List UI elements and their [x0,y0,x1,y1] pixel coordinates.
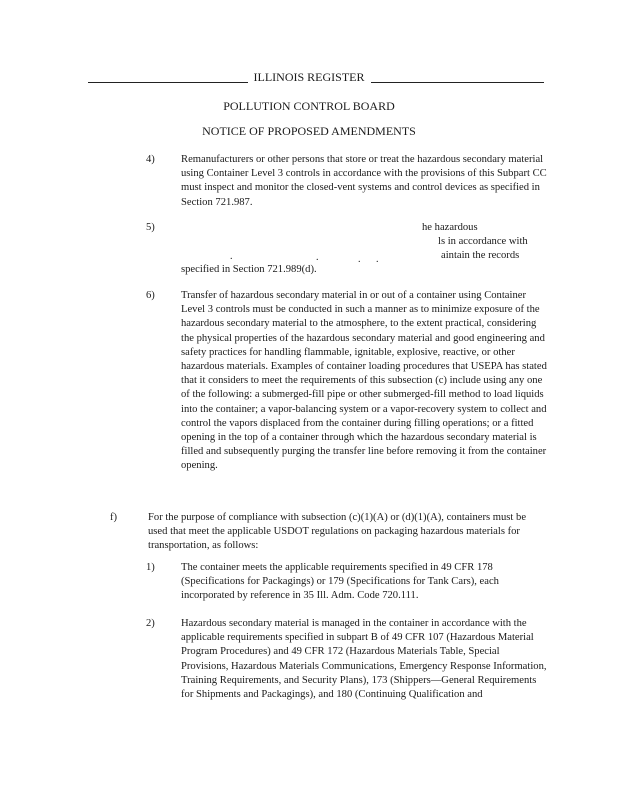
speck-mark: . [316,252,319,263]
item-paragraph: Hazardous secondary material is managed in the container in accordance with the applicable requirements specified in subpart B of 49 CFR 107 (Hazardous Material Program Procedures) and 49 CFR 172 (Hazardous Materials Table, Special Provisions, Hazardous Materials Communications, Emergency Response Information, Training Requirements, and Security Plans), 173 (Shippers—General Requirements for Shipments and Packagings), and 180 (Continuing Qualification and [181,618,547,701]
fragment-text: ls in accordance with [438,236,528,247]
item-number: 5) [146,222,155,233]
board-title: POLLUTION CONTROL BOARD [223,99,395,113]
fragment-text: aintain the records [441,250,520,261]
notice-title: NOTICE OF PROPOSED AMENDMENTS [202,124,416,138]
item-number: 2) [146,618,155,629]
register-title: ILLINOIS REGISTER [0,70,618,85]
fragment-text: specified in Section 721.989(d). [181,264,317,275]
fragment-text: he hazardous [422,222,478,233]
item-paragraph: Transfer of hazardous secondary material in or out of a container using Container Level 3 controls must be conducted in such a manner as to minimize exposure of the hazardous secondary material to the atmosphere, to the extent practical, considering the physical properties of the hazardous secondary material and good engineering and safety practices for handling flammable, ignitable, explosive, reactive, or other hazardous materials. Examples of container loading procedures that USEPA has stated that it considers to meet the requirements of this subsection (c) include using any one of the following: a submerged-fill pipe or other submerged-fill method to load liquids into the container; a vapor-balancing system or a vapor-recovery system to collect and control the vapors displaced from the container during filling operations; or a fitted opening in the top of a container through which the hazardous secondary material is filled and subsequently purging the transfer line before removing it from the container opening. [181,290,547,472]
item-paragraph: For the purpose of compliance with subsection (c)(1)(A) or (d)(1)(A), containers must be used that meet the applicable USDOT regulations on packaging hazardous materials for transportation, as follows: [148,512,527,552]
speck-mark: . [358,254,361,265]
item-paragraph: Remanufacturers or other persons that store or treat the hazardous secondary material using Container Level 3 controls in accordance with the provisions of this Subpart CC must inspect and monitor the closed-vent systems and control devices as specified in Section 721.987. [181,154,547,208]
item-number: f) [110,512,118,523]
item-number: 6) [146,290,155,301]
speck-mark: . [376,254,379,265]
item-number: 1) [146,562,155,573]
speck-mark: . [230,251,233,262]
item-number: 4) [146,154,155,165]
item-paragraph: The container meets the applicable requirements specified in 49 CFR 178 (Specifications for Packagings) or 179 (Specifications for Tank Cars), each incorporated by reference in 35 Ill. Adm. Code 720.111. [181,562,499,602]
